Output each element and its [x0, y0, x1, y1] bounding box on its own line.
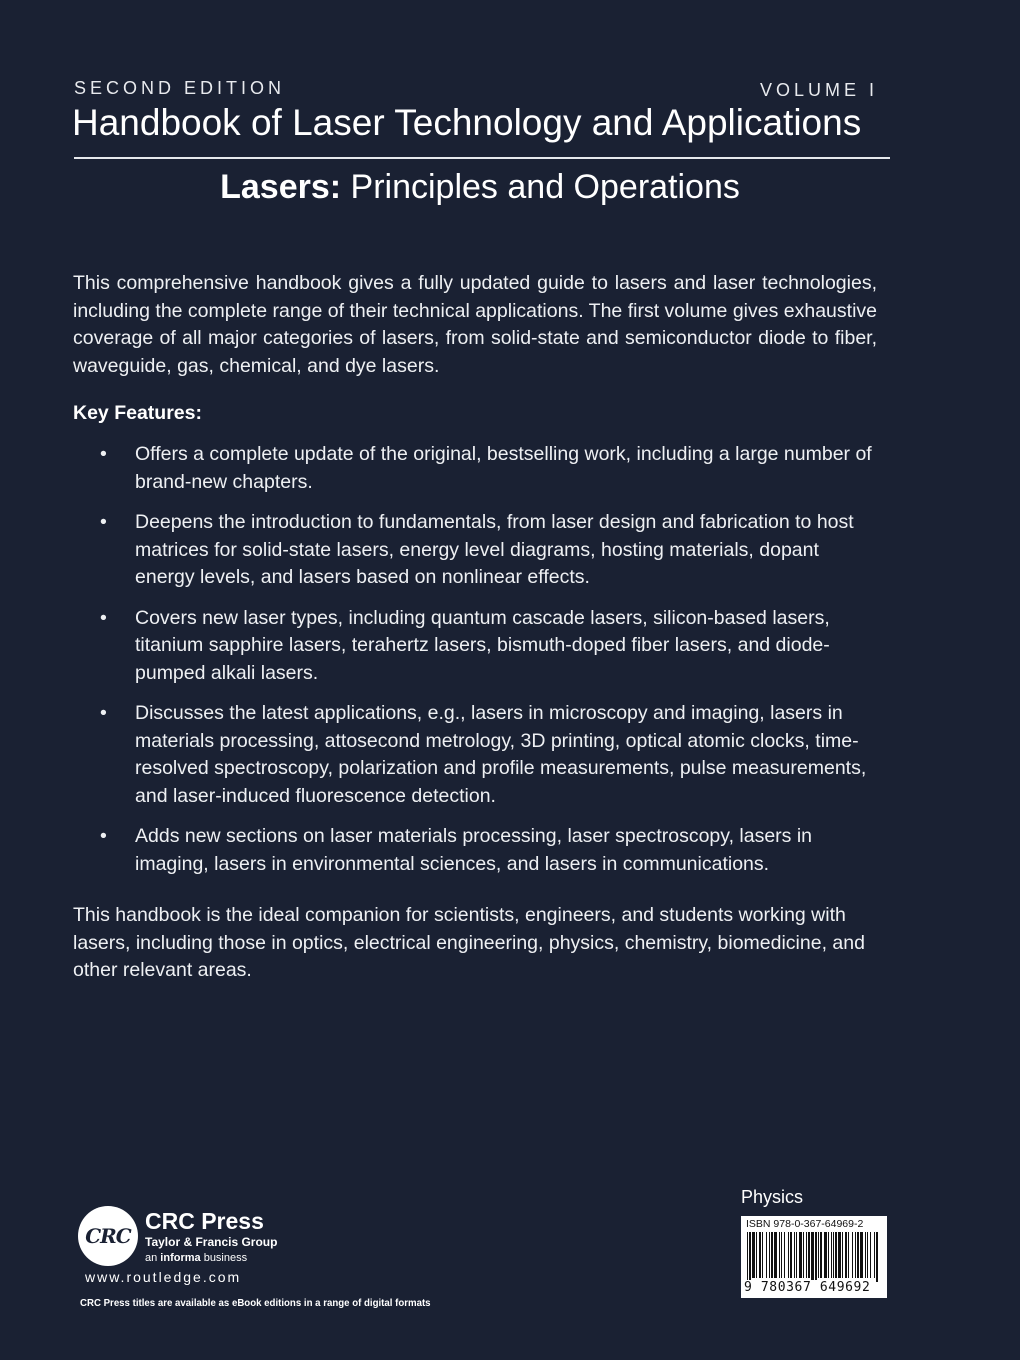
barcode-bar — [806, 1232, 807, 1278]
barcode-bar — [803, 1232, 804, 1278]
business-bold: informa — [160, 1252, 201, 1264]
barcode-bar — [779, 1232, 780, 1278]
barcode-bar — [860, 1232, 863, 1278]
feature-text: Adds new sections on laser materials processing, laser spectroscopy, lasers in imaging, lasers in environmental sciences, and lasers in communications. — [135, 825, 813, 875]
volume-label: VOLUME I — [759, 80, 878, 100]
barcode-bar — [867, 1232, 868, 1278]
key-features-heading: Key Features: — [73, 402, 202, 424]
barcode-bar — [774, 1232, 777, 1278]
barcode-bar — [852, 1232, 853, 1278]
isbn-barcode — [741, 1216, 887, 1298]
barcode-bar — [870, 1232, 871, 1278]
barcode-bar — [799, 1232, 802, 1278]
barcode-bar — [876, 1232, 878, 1282]
barcode-bar — [752, 1232, 755, 1278]
publisher-group: Taylor & Francis Group — [145, 1235, 278, 1249]
subtitle-prefix: Lasers: — [220, 168, 342, 206]
barcode-bar — [788, 1232, 789, 1278]
bullet-icon: • — [100, 511, 107, 533]
publisher-name: CRC Press — [145, 1208, 264, 1234]
publisher-business — [145, 1252, 247, 1264]
book-subtitle — [0, 168, 960, 207]
barcode-bar — [769, 1232, 770, 1278]
barcode-bar — [835, 1232, 837, 1278]
bullet-icon: • — [100, 606, 107, 629]
ebook-note: CRC Press titles are available as eBook editions in a range of digital formats — [80, 1297, 431, 1309]
barcode-icon — [747, 1232, 881, 1282]
barcode-bar — [815, 1232, 817, 1282]
barcode-bar — [811, 1232, 814, 1282]
barcode-bar — [848, 1232, 849, 1278]
bullet-icon: • — [100, 443, 107, 465]
barcode-bar — [874, 1232, 875, 1278]
bullet-icon: • — [100, 702, 107, 724]
feature-item — [73, 509, 883, 592]
barcode-bar — [794, 1232, 795, 1278]
barcode-bar — [838, 1232, 841, 1278]
bullet-icon: • — [100, 825, 107, 847]
feature-item — [73, 700, 883, 810]
crc-logo-icon: CRC — [78, 1206, 138, 1266]
barcode-bar — [784, 1232, 785, 1278]
barcode-bar — [865, 1232, 866, 1278]
barcode-bar — [808, 1232, 810, 1278]
barcode-bar — [842, 1232, 843, 1278]
barcode-bar — [845, 1232, 847, 1278]
key-features-list — [73, 441, 883, 891]
barcode-bar — [820, 1232, 822, 1278]
barcode-bar — [824, 1232, 827, 1278]
feature-item — [73, 441, 883, 496]
publisher-website: www.routledge.com — [85, 1269, 242, 1285]
barcode-bar — [747, 1232, 748, 1282]
barcode-bar — [796, 1232, 797, 1278]
edition-label: SECOND EDITION — [74, 78, 286, 98]
feature-text: Covers new laser types, including quantum cascade lasers, silicon-based lasers, titanium sapphire lasers, terahertz lasers, bismuth-doped fiber lasers, and diode-pumped alkali lasers. — [135, 606, 830, 684]
barcode-bar — [781, 1232, 782, 1278]
barcode-bar — [857, 1232, 859, 1278]
barcode-bar — [766, 1232, 767, 1278]
barcode-bar — [762, 1232, 763, 1278]
feature-text: Discusses the latest applications, e.g., lasers in microscopy and imaging, lasers in materials processing, attosecond metrology, 3D printing, optical atomic clocks, time-resolved spectroscopy, polarization and profile measurements, pulse measurements, and laser-induced fluorescence detection. — [135, 702, 867, 807]
barcode-bar — [759, 1232, 761, 1278]
barcode-bar — [790, 1232, 792, 1278]
feature-item — [73, 823, 883, 878]
subtitle-text: Principles and Operations — [341, 168, 740, 206]
feature-item — [73, 605, 883, 688]
feature-text: Deepens the introduction to fundamentals, from laser design and fabrication to host matrices for solid-state lasers, energy level diagrams, hosting materials, dopant energy levels, and lasers based on nonlinear effects. — [135, 511, 854, 588]
barcode-bar — [828, 1232, 829, 1278]
barcode-bar — [833, 1232, 834, 1278]
barcode-number: 9 780367 649692 — [744, 1280, 871, 1295]
book-title: Handbook of Laser Technology and Applications — [72, 102, 862, 143]
barcode-bar — [749, 1232, 751, 1282]
business-suffix: business — [200, 1252, 248, 1264]
title-divider — [74, 157, 890, 159]
business-prefix: an — [145, 1252, 161, 1264]
barcode-bar — [756, 1232, 757, 1278]
barcode-bar — [818, 1232, 819, 1278]
closing-paragraph: This handbook is the ideal companion for scientists, engineers, and students working with lasers, including those in optics, electrical engineering, physics, chemistry, biomedicine, and other relevant areas. — [73, 904, 865, 981]
feature-text: Offers a complete update of the original, bestselling work, including a large number of brand-new chapters. — [135, 443, 872, 493]
subject-category: Physics — [741, 1187, 804, 1207]
isbn-text: ISBN 978-0-367-64969-2 — [746, 1218, 864, 1230]
barcode-bar — [855, 1232, 856, 1278]
barcode-bar — [771, 1232, 773, 1278]
intro-paragraph: This comprehensive handbook gives a fully updated guide to lasers and laser technologies, including the complete range of their technical applications. The first volume gives exhaustive coverage of all major categories of lasers, from solid-state and semiconductor diode to fiber, waveguide, gas, chemical, and dye lasers. — [73, 272, 877, 377]
barcode-bar — [831, 1232, 832, 1278]
